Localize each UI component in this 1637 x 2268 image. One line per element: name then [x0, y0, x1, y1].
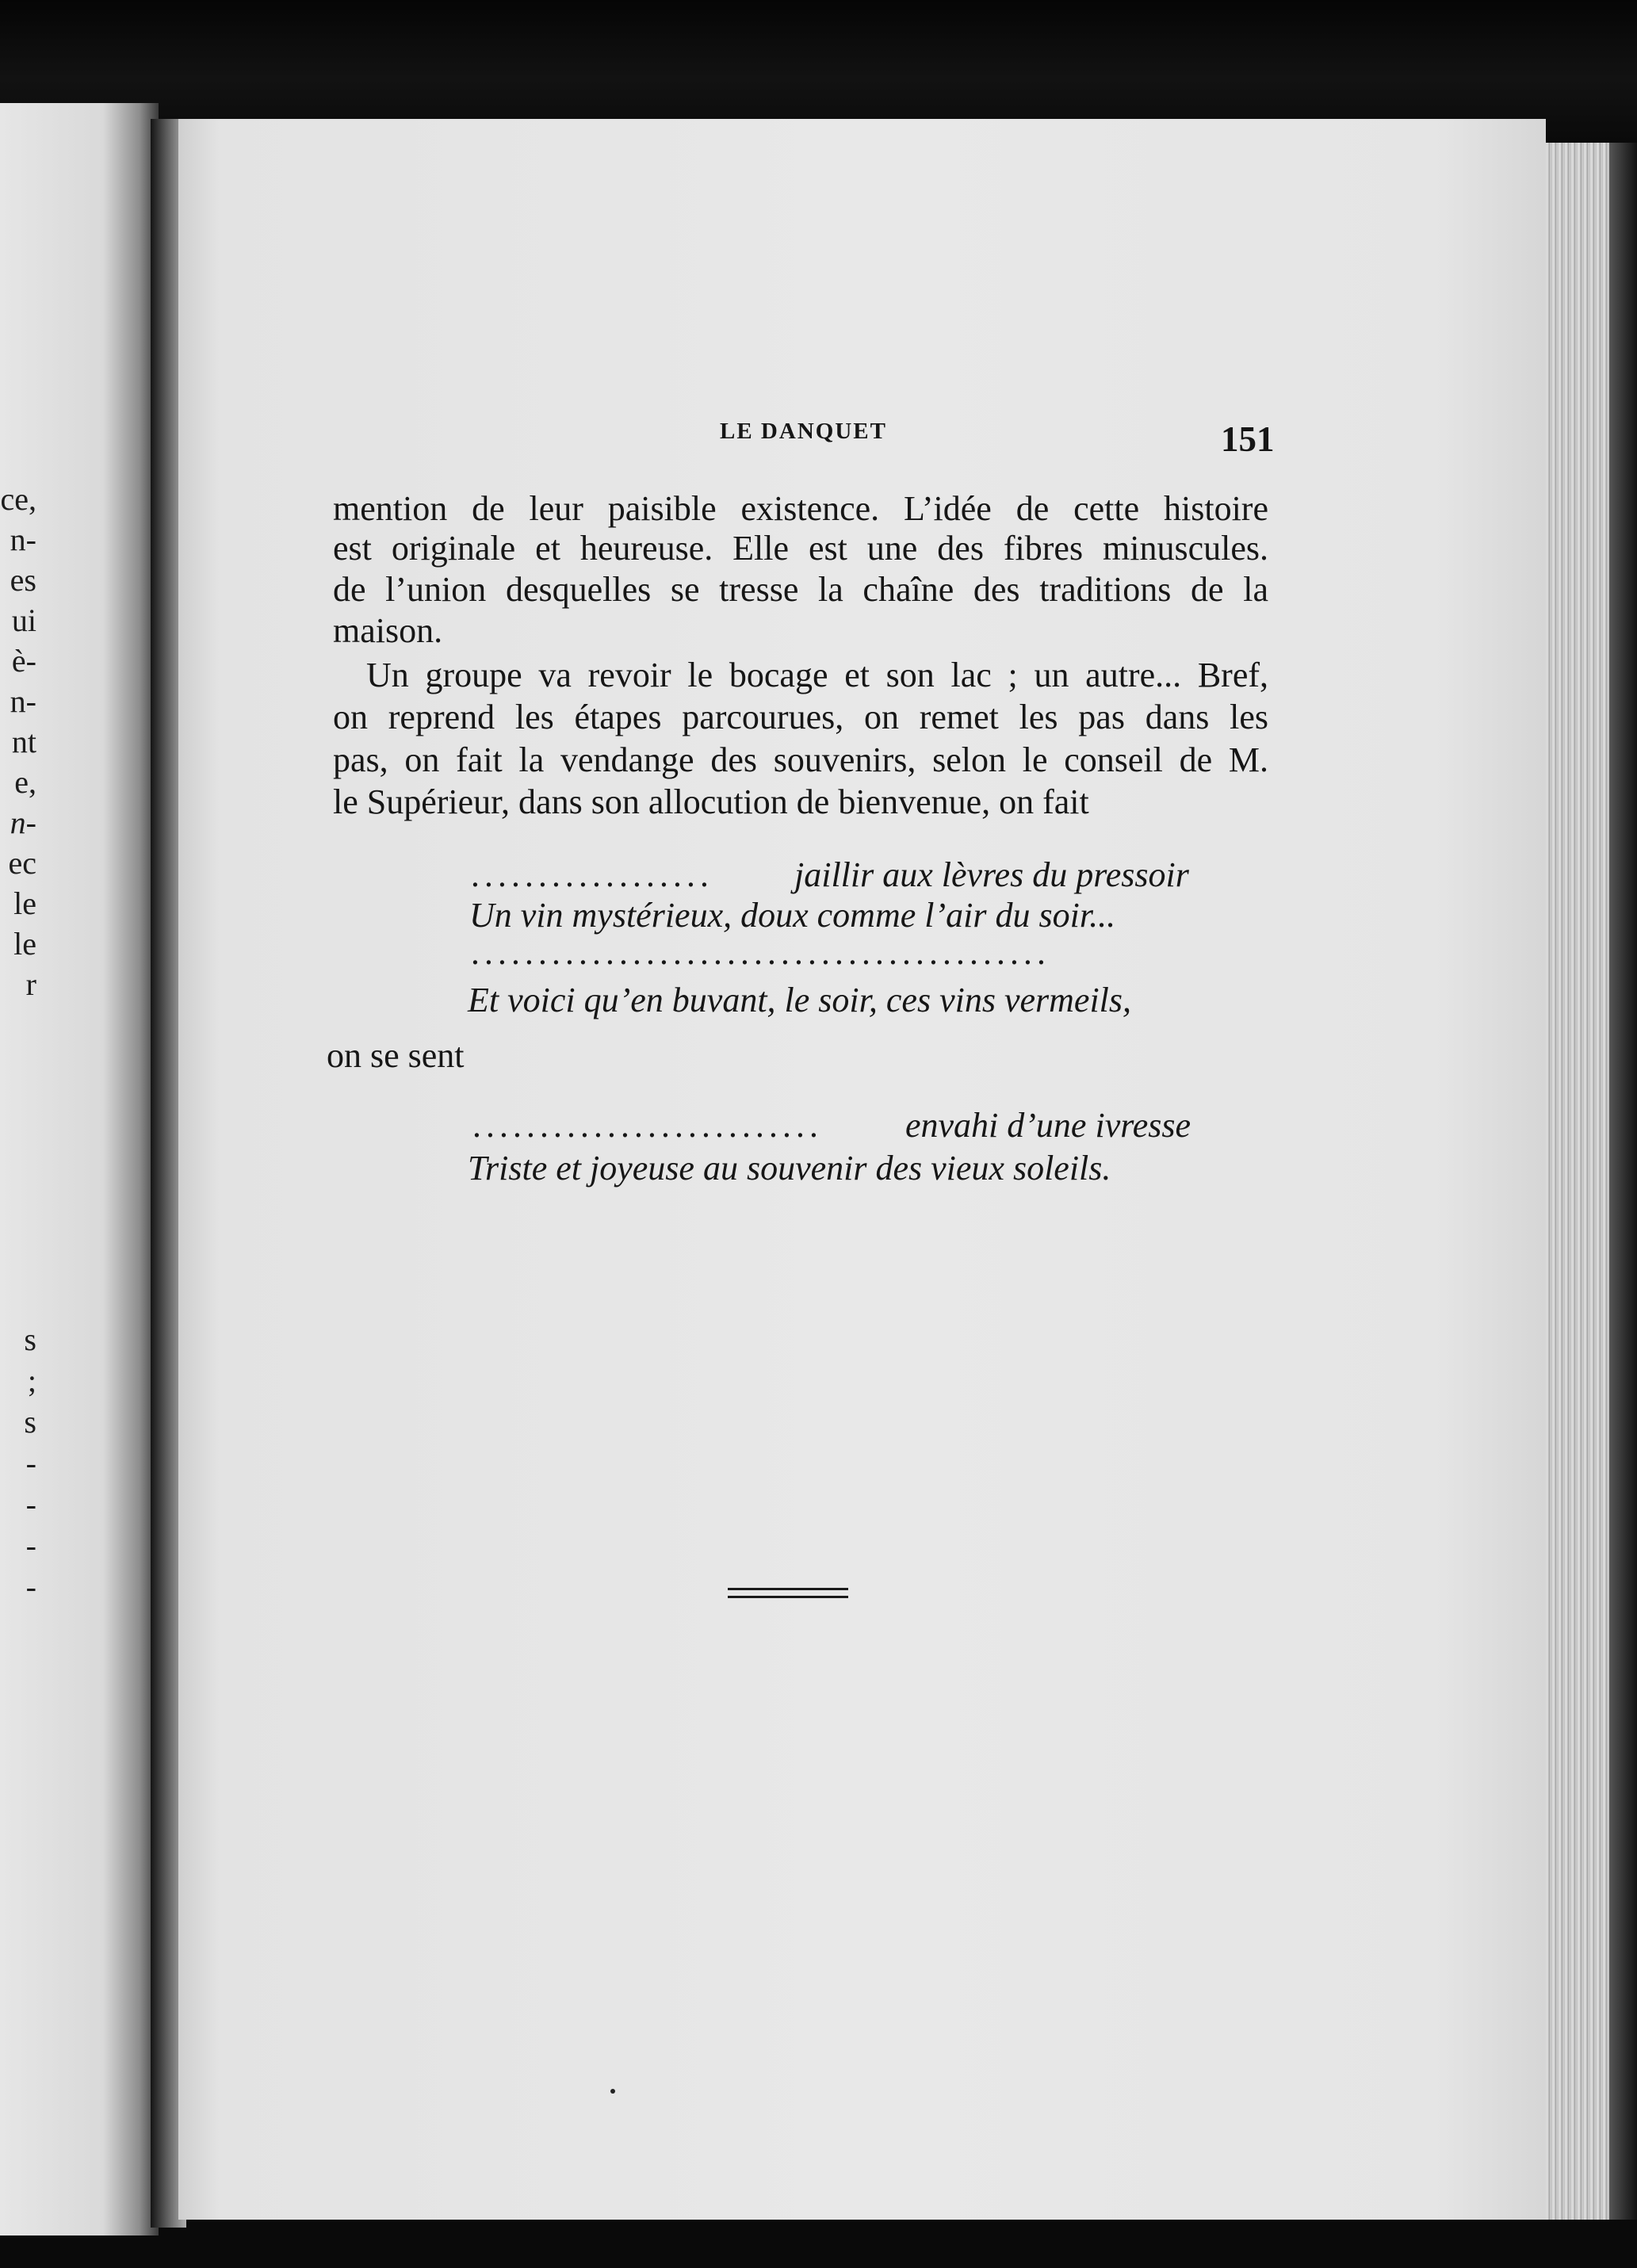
page-speck [610, 2089, 615, 2094]
left-page-fragment: le [13, 926, 36, 962]
left-page-fragment: è- [11, 643, 36, 679]
left-page-fragment: ec [8, 845, 36, 881]
end-rule-bottom [728, 1596, 848, 1598]
page-edge-shadow [1609, 143, 1637, 2220]
left-page-fragment: es [10, 562, 36, 598]
paragraph-line: maison. [333, 611, 443, 650]
paragraph-line: est originale et heureuse. Elle est une des fibres minuscules. [333, 529, 1268, 568]
paragraph-line: le Supérieur, dans son allocution de bienvenue, on fait [333, 782, 1089, 821]
left-page-fragment: ui [11, 602, 36, 638]
verse-line: Un vin mystérieux, doux comme l’air du soir... [469, 896, 1116, 935]
verse-line: jaillir aux lèvres du pressoir [794, 855, 1189, 894]
left-page-fragment: n- [10, 683, 36, 719]
end-rule-top [728, 1588, 848, 1590]
left-page-fragment: - [25, 1445, 36, 1481]
verse-dotted-line: ........................................... [472, 933, 1051, 972]
left-page-fragment: - [25, 1486, 36, 1522]
paragraph-line: Un groupe va revoir le bocage et son lac ; un autre... Bref, [366, 656, 1268, 694]
paragraph-line: on reprend les étapes parcourues, on remet les pas dans les [333, 698, 1268, 736]
left-page-fragment: r [25, 966, 36, 1002]
left-page-fragment: le [13, 885, 36, 921]
page-number: 151 [1221, 419, 1275, 459]
verse-leader-dots: .................. [472, 855, 714, 894]
left-page-fragment: n- [10, 805, 36, 840]
left-page-fragment: - [25, 1528, 36, 1563]
verse-line: Et voici qu’en buvant, le soir, ces vins vermeils, [468, 981, 1132, 1019]
left-page-fragment: s [24, 1404, 36, 1440]
verse-line: envahi d’une ivresse [905, 1106, 1191, 1145]
page-edges [1546, 143, 1609, 2220]
left-page-fragment: n- [10, 522, 36, 557]
paragraph-line: de l’union desquelles se tresse la chaîne des traditions de la [333, 570, 1268, 609]
paragraph-line: mention de leur paisible existence. L’idée de cette histoire [333, 489, 1268, 528]
running-head: LE DANQUET [720, 419, 887, 444]
left-page-fragment: ce, [0, 481, 36, 517]
left-page-fragment: e, [14, 764, 36, 800]
left-page [0, 103, 159, 2235]
left-page-fragment: s [24, 1321, 36, 1357]
verse-leader-dots: .......................... [473, 1106, 824, 1145]
connector-text: on se sent [327, 1036, 465, 1075]
scan-bottom-background [0, 2220, 1637, 2268]
verse-line: Triste et joyeuse au souvenir des vieux soleils. [468, 1149, 1111, 1188]
left-page-fragment: nt [11, 724, 36, 759]
left-page-fragment: - [25, 1569, 36, 1604]
left-page-fragment: ; [27, 1363, 36, 1398]
paragraph-line: pas, on fait la vendange des souvenirs, selon le conseil de M. [333, 740, 1268, 779]
